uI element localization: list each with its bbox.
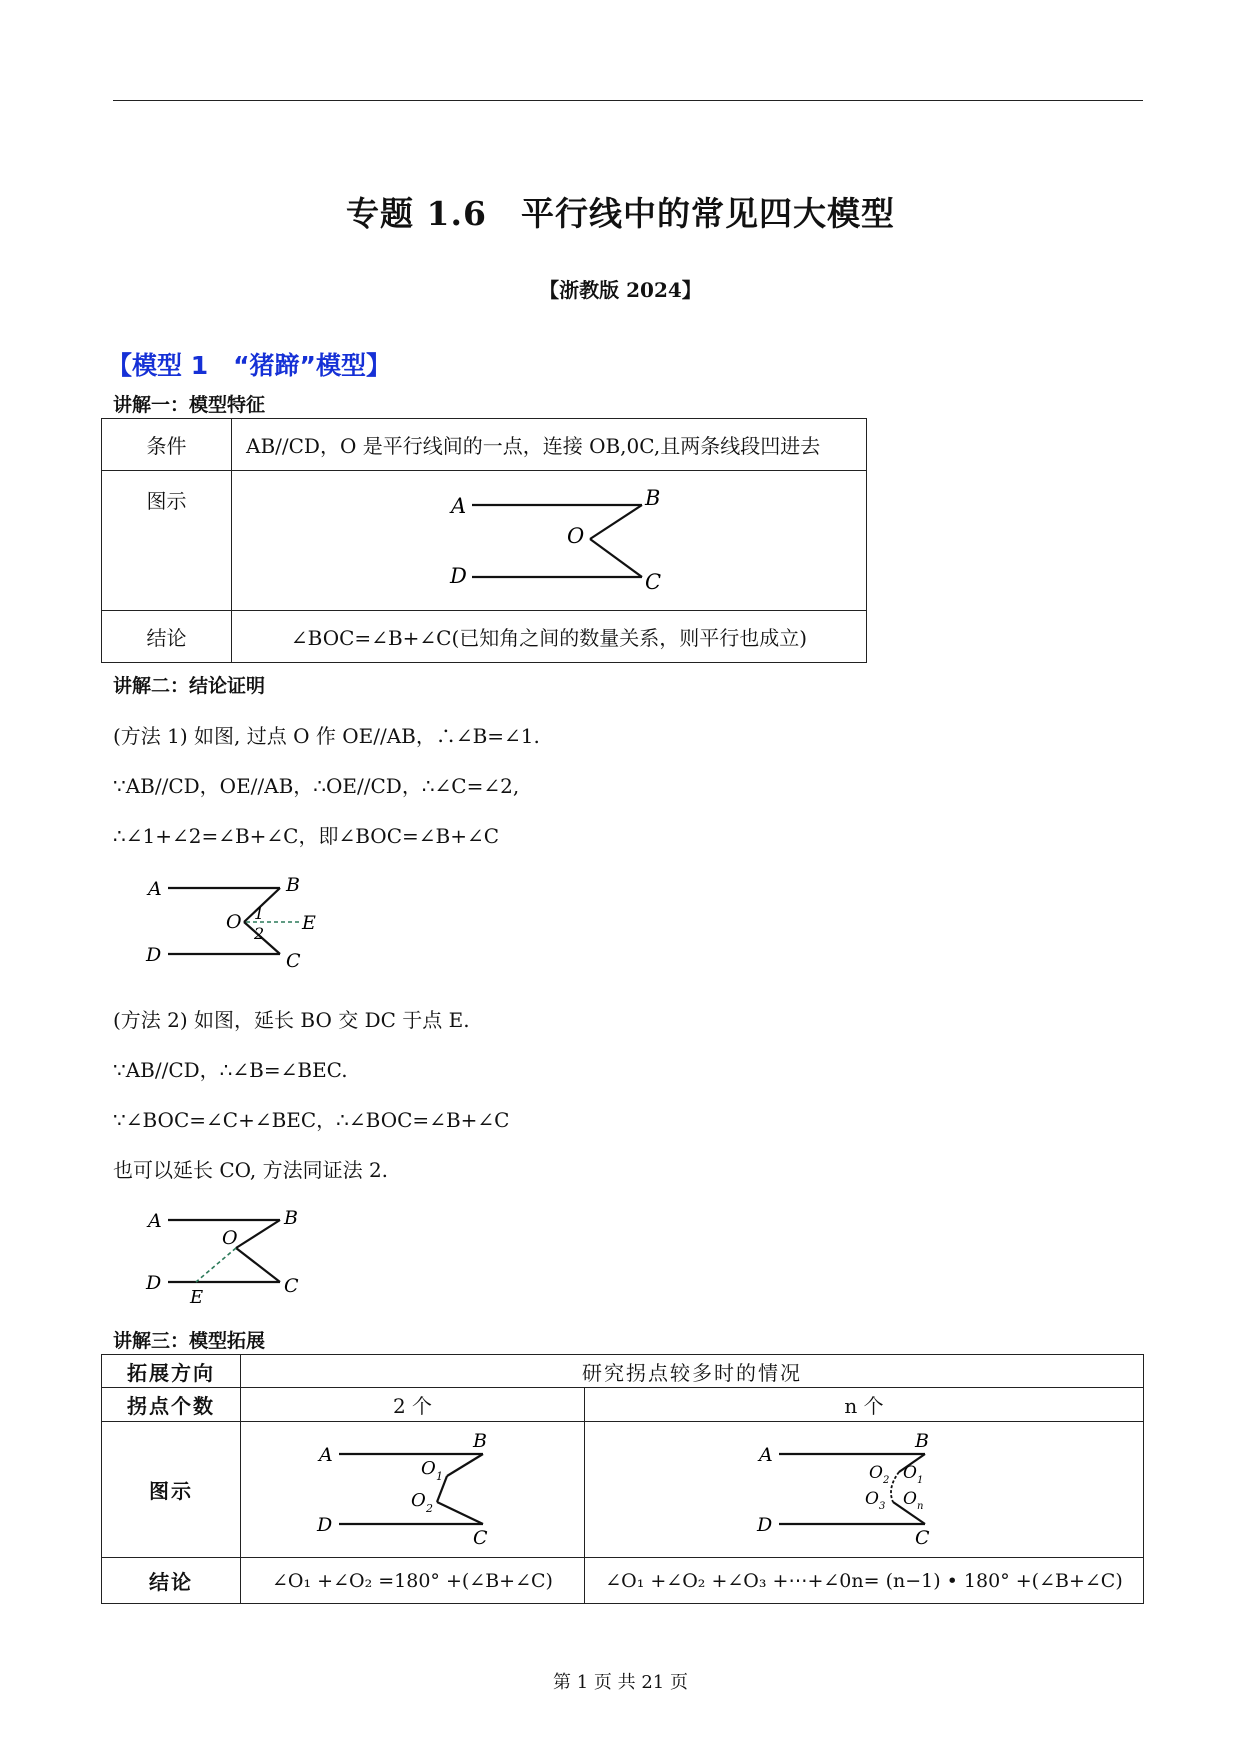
m1-label-O: O	[226, 911, 242, 933]
section3-label: 讲解三：模型拓展	[113, 1330, 266, 1352]
method2-figure	[140, 1200, 340, 1306]
header-rule	[113, 100, 1143, 101]
ext-figure-n-cell	[585, 1422, 1144, 1558]
m1-label-E: E	[302, 912, 316, 934]
label-O: O	[567, 524, 585, 548]
xn-sub-1: 1	[917, 1475, 924, 1486]
model-feature-table	[101, 418, 867, 663]
xn-sub-2: 2	[883, 1475, 890, 1486]
section1-label: 讲解一：模型特征	[113, 394, 266, 416]
xn-label-O1: O	[903, 1463, 917, 1483]
m1-label-B: B	[286, 874, 300, 896]
x2-label-A: A	[319, 1444, 333, 1466]
conclusion-two: ∠O₁ +∠O₂ =180° +(∠B+∠C)	[241, 1558, 585, 1604]
figure-label: 图示	[102, 471, 232, 611]
method1-line-1: (方法 1) 如图, 过点 O 作 OE//AB，∴∠B=∠1.	[113, 724, 540, 748]
label-A: A	[451, 494, 467, 518]
m1-angle-2: 2	[254, 924, 265, 943]
page-title: 专题 1.6 平行线中的常见四大模型	[346, 194, 895, 233]
count-n: n 个	[585, 1388, 1144, 1422]
x2-sub-2: 2	[426, 1502, 433, 1515]
m1-label-A: A	[148, 878, 162, 900]
ext-figure-label: 图示	[102, 1422, 241, 1558]
method1-line-3: ∴∠1+∠2=∠B+∠C，即∠BOC=∠B+∠C	[113, 824, 500, 848]
method1-figure	[140, 872, 340, 976]
figure-cell	[232, 471, 867, 611]
n-turn-figure	[587, 1422, 1141, 1552]
m1-label-D: D	[146, 944, 162, 966]
xn-label-A: A	[759, 1444, 773, 1466]
ext-figure-two-cell	[241, 1422, 585, 1558]
model-heading: 【模型 1 “猪蹄”模型】	[107, 351, 391, 380]
m2-label-E: E	[190, 1287, 204, 1306]
xn-sub-3: 3	[879, 1501, 886, 1512]
model-extension-table	[101, 1354, 1144, 1604]
xn-label-O2: O	[869, 1463, 883, 1483]
section2-label: 讲解二：结论证明	[113, 675, 266, 697]
x2-label-D: D	[317, 1514, 333, 1536]
x2-sub-1: 1	[436, 1470, 443, 1483]
method2-line-4: 也可以延长 CO, 方法同证法 2.	[113, 1158, 389, 1182]
m1-label-C: C	[286, 950, 301, 972]
m2-label-A: A	[148, 1210, 162, 1232]
conclusion-text: ∠BOC=∠B+∠C(已知角之间的数量关系，则平行也成立)	[232, 611, 867, 663]
label-C: C	[645, 570, 662, 594]
x2-label-C: C	[473, 1527, 488, 1549]
x2-label-O2: O	[411, 1490, 426, 1511]
m2-label-B: B	[284, 1207, 298, 1229]
xn-label-C: C	[915, 1527, 930, 1549]
xn-label-On: O	[903, 1489, 917, 1509]
edition-subtitle: 【浙教版 2024】	[539, 278, 702, 302]
condition-label: 条件	[102, 419, 232, 471]
x2-label-B: B	[473, 1430, 487, 1452]
m1-angle-1: 1	[254, 904, 265, 923]
direction-value: 研究拐点较多时的情况	[241, 1355, 1144, 1388]
page-footer: 第 1 页 共 21 页	[553, 1672, 688, 1693]
method2-line-1: (方法 2) 如图，延长 BO 交 DC 于点 E.	[113, 1008, 470, 1032]
count-label: 拐点个数	[102, 1388, 241, 1422]
xn-label-B: B	[915, 1430, 929, 1452]
conclusion-label: 结论	[102, 611, 232, 663]
count-two: 2 个	[241, 1388, 585, 1422]
conclusion-n: ∠O₁ +∠O₂ +∠O₃ +⋯+∠0n= (n−1) • 180° +(∠B+∠C)	[585, 1558, 1144, 1604]
method2-line-2: ∵AB//CD，∴∠B=∠BEC.	[113, 1058, 348, 1082]
method2-line-3: ∵∠BOC=∠C+∠BEC，∴∠BOC=∠B+∠C	[113, 1108, 510, 1132]
label-D: D	[450, 564, 467, 588]
two-turn-figure	[241, 1422, 584, 1552]
xn-sub-n: n	[917, 1501, 924, 1512]
method1-line-2: ∵AB//CD，OE//AB，∴OE//CD，∴∠C=∠2,	[113, 774, 520, 798]
direction-label: 拓展方向	[102, 1355, 241, 1388]
m2-label-O: O	[222, 1227, 238, 1249]
label-B: B	[645, 486, 661, 510]
x2-label-O1: O	[421, 1458, 436, 1479]
pig-hoof-figure	[232, 471, 866, 605]
m2-label-C: C	[284, 1275, 299, 1297]
condition-text: AB//CD，O 是平行线间的一点，连接 OB,0C,且两条线段凹进去	[232, 419, 867, 471]
xn-label-O3: O	[865, 1489, 879, 1509]
ext-conclusion-label: 结论	[102, 1558, 241, 1604]
m2-label-D: D	[146, 1272, 162, 1294]
xn-label-D: D	[757, 1514, 773, 1536]
